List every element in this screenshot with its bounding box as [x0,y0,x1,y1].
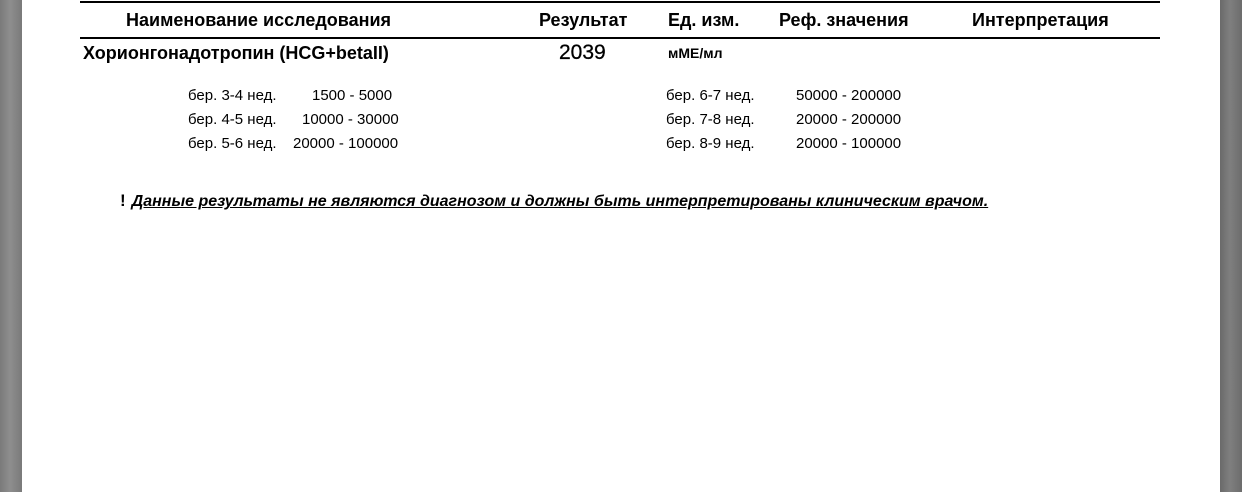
viewer-right-margin [1220,0,1242,492]
disclaimer [120,191,988,211]
header-reference: Реф. значения [779,10,909,30]
header-rule [80,37,1160,39]
header-interpretation: Интерпретация [972,10,1109,30]
header-test-name: Наименование исследования [126,10,392,30]
header-result: Результат [539,10,628,30]
ref-range: 20000 - 100000 [293,135,399,152]
ref-term: бер. 3-4 нед. [188,87,277,104]
ref-term: бер. 5-6 нед. [188,135,277,152]
ref-range: 20000 - 100000 [796,135,902,152]
ref-term: бер. 7-8 нед. [666,111,755,128]
top-rule [80,1,1160,3]
ref-term: бер. 8-9 нед. [666,135,755,152]
ref-range: 20000 - 200000 [796,111,902,128]
test-name: Хорионгонадотропин (HCG+betaII) [83,43,389,63]
ref-range: 1500 - 5000 [312,87,393,104]
ref-range: 10000 - 30000 [302,111,399,128]
disclaimer-text: Данные результаты не являются диагнозом и должны быть интерпретированы клиническим врачом. [131,193,989,210]
test-result: 2039 [559,41,606,64]
ref-term: бер. 4-5 нед. [188,111,277,128]
test-unit: мМЕ/мл [668,45,723,61]
ref-range: 50000 - 200000 [796,87,902,104]
report-page [22,0,1220,492]
warning-mark: ! [120,191,126,210]
ref-term: бер. 6-7 нед. [666,87,755,104]
header-unit: Ед. изм. [668,10,740,30]
